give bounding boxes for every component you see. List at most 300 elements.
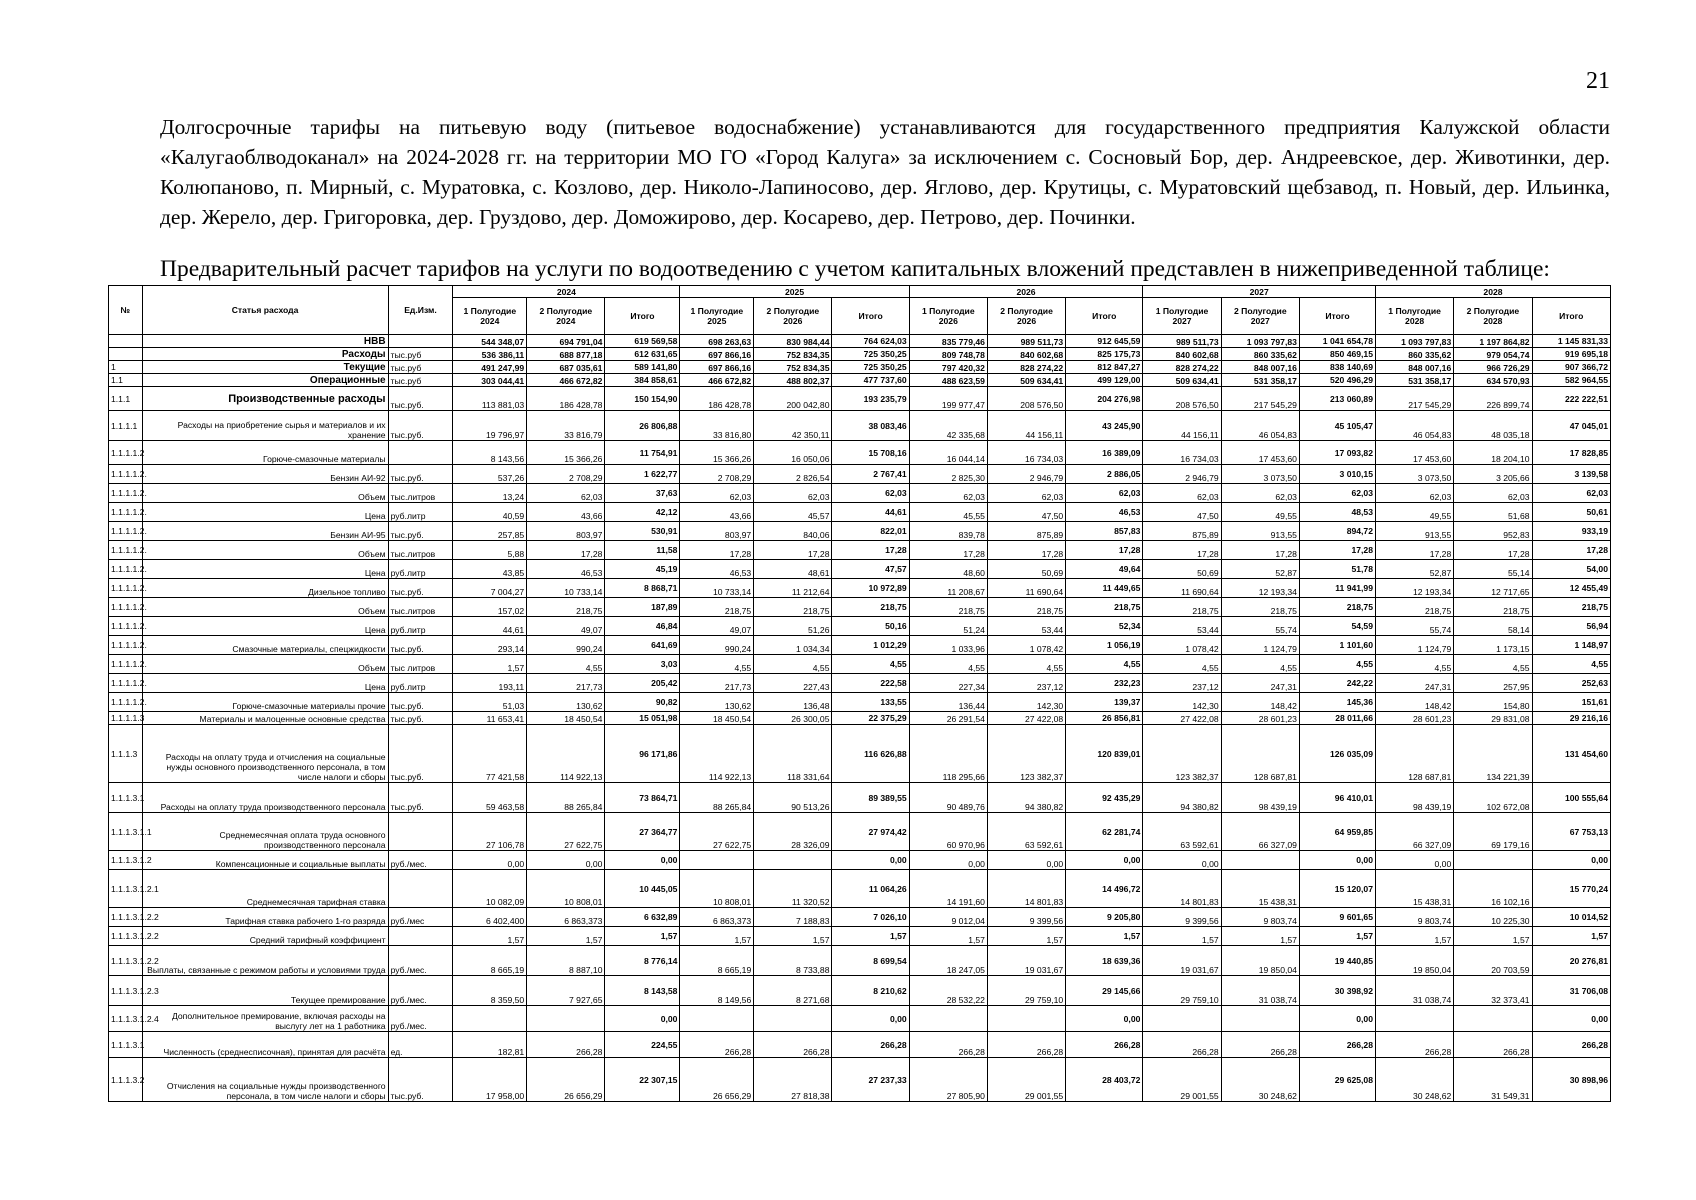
value-cell: 4,55 xyxy=(754,655,832,674)
total-cell: 266,28 xyxy=(1532,1032,1610,1058)
total-cell: 17,28 xyxy=(1532,541,1610,560)
table-row xyxy=(109,870,1611,908)
header-year: 2027 xyxy=(1143,286,1376,298)
value-cell: 531 358,17 xyxy=(1375,374,1453,387)
value-cell: 217,73 xyxy=(527,674,605,693)
value-cell: 62,03 xyxy=(754,484,832,503)
value-cell: 43,66 xyxy=(527,503,605,522)
value-cell: 27 422,08 xyxy=(1143,712,1221,725)
total-cell: 266,28 xyxy=(1066,1032,1143,1058)
value-cell: 0,00 xyxy=(527,851,605,870)
value-cell: 12 193,34 xyxy=(1221,579,1299,598)
value-cell: 29 001,55 xyxy=(1143,1058,1221,1102)
total-cell: 266,28 xyxy=(1299,1032,1375,1058)
value-cell: 200 042,80 xyxy=(754,387,832,411)
total-cell: 1 012,29 xyxy=(832,636,909,655)
value-cell: 11 208,67 xyxy=(909,579,987,598)
value-cell: 491 247,99 xyxy=(453,361,527,374)
tariff-table-wrapper xyxy=(108,285,1611,1102)
total-cell: 89 389,55 xyxy=(832,783,909,813)
value-cell: 466 672,82 xyxy=(680,374,754,387)
total-cell: 11 064,26 xyxy=(832,870,909,908)
value-cell: 1,57 xyxy=(1454,927,1532,946)
row-code xyxy=(109,348,143,361)
table-row xyxy=(109,617,1611,636)
value-cell: 809 748,78 xyxy=(909,348,987,361)
total-cell: 3 010,15 xyxy=(1299,465,1375,484)
row-code: 1.1.1.1.2. xyxy=(109,503,143,522)
value-cell: 28 601,23 xyxy=(1221,712,1299,725)
value-cell: 860 335,62 xyxy=(1221,348,1299,361)
total-cell: 0,00 xyxy=(832,1006,909,1032)
value-cell: 134 221,39 xyxy=(1454,725,1532,783)
total-cell: 96 410,01 xyxy=(1299,783,1375,813)
value-cell: 4,55 xyxy=(680,655,754,674)
total-cell: 56,94 xyxy=(1532,617,1610,636)
value-cell: 27 805,90 xyxy=(909,1058,987,1102)
value-cell: 840 602,68 xyxy=(1143,348,1221,361)
value-cell: 55,74 xyxy=(1375,617,1453,636)
total-cell: 54,59 xyxy=(1299,617,1375,636)
value-cell: 875,89 xyxy=(987,522,1065,541)
row-item-name: Расходы на оплату труда и отчисления на социальные нужды основного производственного персонала, в том числе налоги и сборы xyxy=(142,725,388,783)
row-code: 1.1.1.3.1.2.2 xyxy=(109,908,143,927)
value-cell: 466 672,82 xyxy=(527,374,605,387)
value-cell xyxy=(680,1006,754,1032)
value-cell: 98 439,19 xyxy=(1375,783,1453,813)
value-cell: 17 453,60 xyxy=(1221,441,1299,465)
value-cell: 42 350,11 xyxy=(754,411,832,441)
value-cell: 142,30 xyxy=(987,693,1065,712)
value-cell: 16 734,03 xyxy=(1143,441,1221,465)
value-cell: 913,55 xyxy=(1375,522,1453,541)
value-cell: 4,55 xyxy=(987,655,1065,674)
total-cell: 0,00 xyxy=(1299,1006,1375,1032)
value-cell: 1,57 xyxy=(987,927,1065,946)
value-cell: 828 274,22 xyxy=(1143,361,1221,374)
value-cell: 62,03 xyxy=(1143,484,1221,503)
row-item-name: Средний тарифный коэффициент xyxy=(142,927,388,946)
header-num: № xyxy=(109,286,143,335)
value-cell: 830 984,44 xyxy=(754,335,832,348)
value-cell: 4,55 xyxy=(909,655,987,674)
value-cell: 8 665,19 xyxy=(453,946,527,976)
page-number: 21 xyxy=(1586,68,1610,94)
total-cell: 27 974,42 xyxy=(832,813,909,851)
value-cell: 46 054,83 xyxy=(1375,411,1453,441)
table-row xyxy=(109,348,1611,361)
header-year: 2025 xyxy=(680,286,909,298)
value-cell: 208 576,50 xyxy=(1143,387,1221,411)
total-cell: 912 645,59 xyxy=(1066,335,1143,348)
total-cell: 725 350,25 xyxy=(832,348,909,361)
value-cell: 8 665,19 xyxy=(680,946,754,976)
table-row xyxy=(109,1058,1611,1102)
total-cell: 17,28 xyxy=(832,541,909,560)
value-cell: 48 035,18 xyxy=(1454,411,1532,441)
value-cell: 199 977,47 xyxy=(909,387,987,411)
total-cell: 12 455,49 xyxy=(1532,579,1610,598)
value-cell: 6 863,373 xyxy=(680,908,754,927)
value-cell: 840 602,68 xyxy=(987,348,1065,361)
value-cell: 45,57 xyxy=(754,503,832,522)
row-code: 1.1.1.3 xyxy=(109,725,143,783)
value-cell xyxy=(1454,851,1532,870)
value-cell: 1,57 xyxy=(1221,927,1299,946)
total-cell: 52,34 xyxy=(1066,617,1143,636)
value-cell: 45,55 xyxy=(909,503,987,522)
total-cell: 2 767,41 xyxy=(832,465,909,484)
value-cell: 803,97 xyxy=(680,522,754,541)
value-cell: 11 212,64 xyxy=(754,579,832,598)
value-cell: 694 791,04 xyxy=(527,335,605,348)
value-cell: 63 592,61 xyxy=(1143,813,1221,851)
header-period: 2 Полугодие 2026 xyxy=(987,298,1065,335)
row-code: 1.1.1.3.1.2.2 xyxy=(109,927,143,946)
value-cell: 531 358,17 xyxy=(1221,374,1299,387)
table-row xyxy=(109,783,1611,813)
row-unit: тыс.литров xyxy=(388,541,453,560)
total-cell: 822,01 xyxy=(832,522,909,541)
row-code: 1.1.1.1.2. xyxy=(109,484,143,503)
total-cell: 612 631,65 xyxy=(605,348,680,361)
value-cell: 227,34 xyxy=(909,674,987,693)
value-cell: 10 225,30 xyxy=(1454,908,1532,927)
value-cell: 46 054,83 xyxy=(1221,411,1299,441)
value-cell: 136,48 xyxy=(754,693,832,712)
total-cell: 26 806,88 xyxy=(605,411,680,441)
total-cell: 29 216,16 xyxy=(1532,712,1610,725)
row-code: 1.1.1.1.3 xyxy=(109,712,143,725)
row-code: 1.1.1.1.2. xyxy=(109,617,143,636)
total-cell: 120 839,01 xyxy=(1066,725,1143,783)
total-cell: 218,75 xyxy=(1066,598,1143,617)
total-cell: 29 625,08 xyxy=(1299,1058,1375,1102)
value-cell xyxy=(527,1006,605,1032)
row-unit: руб./мес xyxy=(388,908,453,927)
value-cell: 17,28 xyxy=(909,541,987,560)
value-cell: 29 759,10 xyxy=(1143,976,1221,1006)
row-unit: руб.литр xyxy=(388,674,453,693)
total-cell: 17,28 xyxy=(1299,541,1375,560)
row-code: 1.1.1.3.1 xyxy=(109,1032,143,1058)
table-body xyxy=(109,335,1611,1102)
value-cell: 51,68 xyxy=(1454,503,1532,522)
value-cell: 19 031,67 xyxy=(987,946,1065,976)
total-cell: 49,64 xyxy=(1066,560,1143,579)
value-cell: 247,31 xyxy=(1221,674,1299,693)
total-cell: 641,69 xyxy=(605,636,680,655)
value-cell: 118 331,64 xyxy=(754,725,832,783)
row-code: 1.1.1.1.2. xyxy=(109,541,143,560)
total-cell: 15 708,16 xyxy=(832,441,909,465)
table-row xyxy=(109,1032,1611,1058)
total-cell: 919 695,18 xyxy=(1532,348,1610,361)
value-cell: 50,69 xyxy=(1143,560,1221,579)
value-cell: 1,57 xyxy=(1143,927,1221,946)
total-cell: 14 496,72 xyxy=(1066,870,1143,908)
header-period: 2 Полугодие 2026 xyxy=(754,298,832,335)
header-item: Статья расхода xyxy=(142,286,388,335)
value-cell: 10 082,09 xyxy=(453,870,527,908)
value-cell: 31 038,74 xyxy=(1375,976,1453,1006)
value-cell: 182,81 xyxy=(453,1032,527,1058)
value-cell xyxy=(987,1006,1065,1032)
value-cell: 18 204,10 xyxy=(1454,441,1532,465)
total-cell: 252,63 xyxy=(1532,674,1610,693)
value-cell: 4,55 xyxy=(527,655,605,674)
value-cell: 154,80 xyxy=(1454,693,1532,712)
total-cell: 1 145 831,33 xyxy=(1532,335,1610,348)
value-cell: 88 265,84 xyxy=(680,783,754,813)
total-cell: 15 770,24 xyxy=(1532,870,1610,908)
row-item-name: Объем xyxy=(142,655,388,674)
row-unit: тыс.руб. xyxy=(388,387,453,411)
row-item-name: Численность (среднесписочная), принятая для расчёта xyxy=(142,1032,388,1058)
value-cell: 186 428,78 xyxy=(527,387,605,411)
total-cell: 15 051,98 xyxy=(605,712,680,725)
value-cell: 848 007,16 xyxy=(1375,361,1453,374)
total-cell: 10 972,89 xyxy=(832,579,909,598)
value-cell: 11 690,64 xyxy=(1143,579,1221,598)
tariff-table xyxy=(108,285,1611,1102)
value-cell: 32 373,41 xyxy=(1454,976,1532,1006)
table-row xyxy=(109,655,1611,674)
total-cell: 0,00 xyxy=(1532,1006,1610,1032)
header-year: 2024 xyxy=(453,286,680,298)
value-cell: 509 634,41 xyxy=(1143,374,1221,387)
total-cell: 10 445,05 xyxy=(605,870,680,908)
table-row xyxy=(109,636,1611,655)
total-cell: 4,55 xyxy=(1532,655,1610,674)
total-cell: 218,75 xyxy=(1532,598,1610,617)
row-unit: тыс.руб xyxy=(388,361,453,374)
row-unit xyxy=(388,870,453,908)
value-cell: 1 034,34 xyxy=(754,636,832,655)
row-code: 1.1.1.3.1 xyxy=(109,783,143,813)
row-item-name: Горюче-смазочные материалы xyxy=(142,441,388,465)
value-cell: 1 124,79 xyxy=(1221,636,1299,655)
value-cell: 1,57 xyxy=(453,927,527,946)
value-cell: 62,03 xyxy=(987,484,1065,503)
value-cell: 130,62 xyxy=(680,693,754,712)
table-row xyxy=(109,598,1611,617)
value-cell: 8 143,56 xyxy=(453,441,527,465)
value-cell: 62,03 xyxy=(1375,484,1453,503)
value-cell: 752 834,35 xyxy=(754,348,832,361)
value-cell: 43,85 xyxy=(453,560,527,579)
value-cell: 217,73 xyxy=(680,674,754,693)
value-cell: 226 899,74 xyxy=(1454,387,1532,411)
total-cell: 11,58 xyxy=(605,541,680,560)
total-cell: 27 364,77 xyxy=(605,813,680,851)
value-cell: 257,95 xyxy=(1454,674,1532,693)
value-cell: 51,03 xyxy=(453,693,527,712)
total-cell: 619 569,58 xyxy=(605,335,680,348)
value-cell: 10 808,01 xyxy=(527,870,605,908)
value-cell: 217 545,29 xyxy=(1221,387,1299,411)
value-cell: 8 887,10 xyxy=(527,946,605,976)
row-code: 1.1.1.1.2. xyxy=(109,522,143,541)
value-cell: 266,28 xyxy=(754,1032,832,1058)
row-item-name: Расходы xyxy=(142,348,388,361)
total-cell: 133,55 xyxy=(832,693,909,712)
total-cell: 8 699,54 xyxy=(832,946,909,976)
value-cell: 839,78 xyxy=(909,522,987,541)
total-cell: 73 864,71 xyxy=(605,783,680,813)
total-cell: 90,82 xyxy=(605,693,680,712)
header-period: 2 Полугодие 2024 xyxy=(527,298,605,335)
total-cell: 96 171,86 xyxy=(605,725,680,783)
value-cell: 218,75 xyxy=(1221,598,1299,617)
value-cell: 1,57 xyxy=(527,927,605,946)
total-cell: 0,00 xyxy=(1066,1006,1143,1032)
row-code: 1.1.1.3.2 xyxy=(109,1058,143,1102)
row-item-name: Операционные xyxy=(142,374,388,387)
value-cell: 123 382,37 xyxy=(987,725,1065,783)
row-item-name: Горюче-смазочные материалы прочие xyxy=(142,693,388,712)
value-cell: 53,44 xyxy=(987,617,1065,636)
row-item-name: Среднемесячная оплата труда основного производственного персонала xyxy=(142,813,388,851)
value-cell: 118 295,66 xyxy=(909,725,987,783)
row-unit: тыс.руб. xyxy=(388,465,453,484)
value-cell: 208 576,50 xyxy=(987,387,1065,411)
total-cell: 222 222,51 xyxy=(1532,387,1610,411)
value-cell: 9 399,56 xyxy=(1143,908,1221,927)
value-cell: 6 402,400 xyxy=(453,908,527,927)
value-cell: 19 031,67 xyxy=(1143,946,1221,976)
value-cell: 9 803,74 xyxy=(1375,908,1453,927)
value-cell: 17,28 xyxy=(1143,541,1221,560)
total-cell: 204 276,98 xyxy=(1066,387,1143,411)
value-cell: 11 320,52 xyxy=(754,870,832,908)
row-code: 1.1.1.3.1.2.4 xyxy=(109,1006,143,1032)
value-cell: 257,85 xyxy=(453,522,527,541)
value-cell: 797 420,32 xyxy=(909,361,987,374)
total-cell: 100 555,64 xyxy=(1532,783,1610,813)
value-cell: 1 093 797,83 xyxy=(1221,335,1299,348)
row-code: 1.1.1.1.2. xyxy=(109,579,143,598)
row-code: 1 xyxy=(109,361,143,374)
value-cell: 20 703,59 xyxy=(1454,946,1532,976)
value-cell: 266,28 xyxy=(1143,1032,1221,1058)
total-cell: 17 093,82 xyxy=(1299,441,1375,465)
intro-paragraph: Долгосрочные тарифы на питьевую воду (питьевое водоснабжение) устанавливаются для государственного предприятия Калужской области «Калугаоблводоканал» на 2024-2028 гг. на территории МО ГО «Город Калуга» за исключением с. Сосновый Бор, дер. Андреевское, дер. Животинки, дер. Колюпаново, п. Мирный, с. Муратовка, с. Козлово, дер. Николо-Лапиносово, дер. Яглово, дер. Крутицы, с. Муратовский щебзавод, п. Новый, дер. Ильинка, дер. Жерело, дер. Григоровка, дер. Груздово, дер. Доможирово, дер. Косарево, дер. Петрово, дер. Починки. xyxy=(160,115,1610,229)
total-cell: 499 129,00 xyxy=(1066,374,1143,387)
value-cell: 123 382,37 xyxy=(1143,725,1221,783)
row-code: 1.1.1.1.2. xyxy=(109,636,143,655)
value-cell: 990,24 xyxy=(680,636,754,655)
total-cell: 7 026,10 xyxy=(832,908,909,927)
total-cell: 1,57 xyxy=(1532,927,1610,946)
value-cell: 9 399,56 xyxy=(987,908,1065,927)
value-cell: 40,59 xyxy=(453,503,527,522)
value-cell: 1 124,79 xyxy=(1375,636,1453,655)
value-cell: 17,28 xyxy=(1221,541,1299,560)
value-cell: 90 489,76 xyxy=(909,783,987,813)
total-cell: 17 828,85 xyxy=(1532,441,1610,465)
value-cell: 26 656,29 xyxy=(527,1058,605,1102)
row-unit: тыс.руб. xyxy=(388,522,453,541)
value-cell: 10 808,01 xyxy=(680,870,754,908)
value-cell: 0,00 xyxy=(909,851,987,870)
value-cell: 62,03 xyxy=(1454,484,1532,503)
total-cell: 213 060,89 xyxy=(1299,387,1375,411)
row-item-name: Цена xyxy=(142,617,388,636)
total-cell: 187,89 xyxy=(605,598,680,617)
value-cell: 33 816,80 xyxy=(680,411,754,441)
value-cell: 16 102,16 xyxy=(1454,870,1532,908)
value-cell: 698 263,63 xyxy=(680,335,754,348)
row-unit xyxy=(388,813,453,851)
total-cell: 18 639,36 xyxy=(1066,946,1143,976)
total-cell: 242,22 xyxy=(1299,674,1375,693)
value-cell: 952,83 xyxy=(1454,522,1532,541)
row-unit: тыс.литров xyxy=(388,484,453,503)
total-cell: 37,63 xyxy=(605,484,680,503)
value-cell: 44 156,11 xyxy=(1143,411,1221,441)
header-total: Итого xyxy=(1066,298,1143,335)
table-row xyxy=(109,579,1611,598)
total-cell: 50,16 xyxy=(832,617,909,636)
row-item-name: Бензин АИ-92 xyxy=(142,465,388,484)
value-cell: 16 734,03 xyxy=(987,441,1065,465)
total-cell: 44,61 xyxy=(832,503,909,522)
total-cell: 22 375,29 xyxy=(832,712,909,725)
value-cell: 26 291,54 xyxy=(909,712,987,725)
row-item-name: Объем xyxy=(142,598,388,617)
total-cell: 1,57 xyxy=(1299,927,1375,946)
value-cell: 0,00 xyxy=(1143,851,1221,870)
total-cell: 4,55 xyxy=(1066,655,1143,674)
table-row xyxy=(109,361,1611,374)
value-cell xyxy=(680,851,754,870)
value-cell xyxy=(1221,851,1299,870)
table-row xyxy=(109,484,1611,503)
value-cell: 1 093 797,83 xyxy=(1375,335,1453,348)
value-cell: 18 450,54 xyxy=(680,712,754,725)
value-cell: 66 327,09 xyxy=(1221,813,1299,851)
row-unit: руб.литр xyxy=(388,503,453,522)
value-cell xyxy=(1221,1006,1299,1032)
table-row xyxy=(109,1006,1611,1032)
value-cell: 979 054,74 xyxy=(1454,348,1532,361)
value-cell: 29 831,08 xyxy=(1454,712,1532,725)
value-cell: 16 044,14 xyxy=(909,441,987,465)
value-cell: 186 428,78 xyxy=(680,387,754,411)
total-cell: 224,55 xyxy=(605,1032,680,1058)
table-row xyxy=(109,693,1611,712)
row-item-name: Материалы и малоценные основные средства xyxy=(142,712,388,725)
value-cell: 62,03 xyxy=(680,484,754,503)
value-cell: 697 866,16 xyxy=(680,361,754,374)
value-cell: 3 205,66 xyxy=(1454,465,1532,484)
value-cell: 98 439,19 xyxy=(1221,783,1299,813)
value-cell: 14 801,83 xyxy=(1143,870,1221,908)
value-cell: 544 348,07 xyxy=(453,335,527,348)
row-item-name: Текущее премирование xyxy=(142,976,388,1006)
value-cell: 193,11 xyxy=(453,674,527,693)
value-cell: 4,55 xyxy=(1221,655,1299,674)
value-cell: 488 623,59 xyxy=(909,374,987,387)
table-row xyxy=(109,946,1611,976)
value-cell: 29 001,55 xyxy=(987,1058,1065,1102)
value-cell: 17 958,00 xyxy=(453,1058,527,1102)
value-cell: 3 073,50 xyxy=(1375,465,1453,484)
value-cell: 989 511,73 xyxy=(987,335,1065,348)
total-cell: 19 440,85 xyxy=(1299,946,1375,976)
value-cell: 218,75 xyxy=(527,598,605,617)
